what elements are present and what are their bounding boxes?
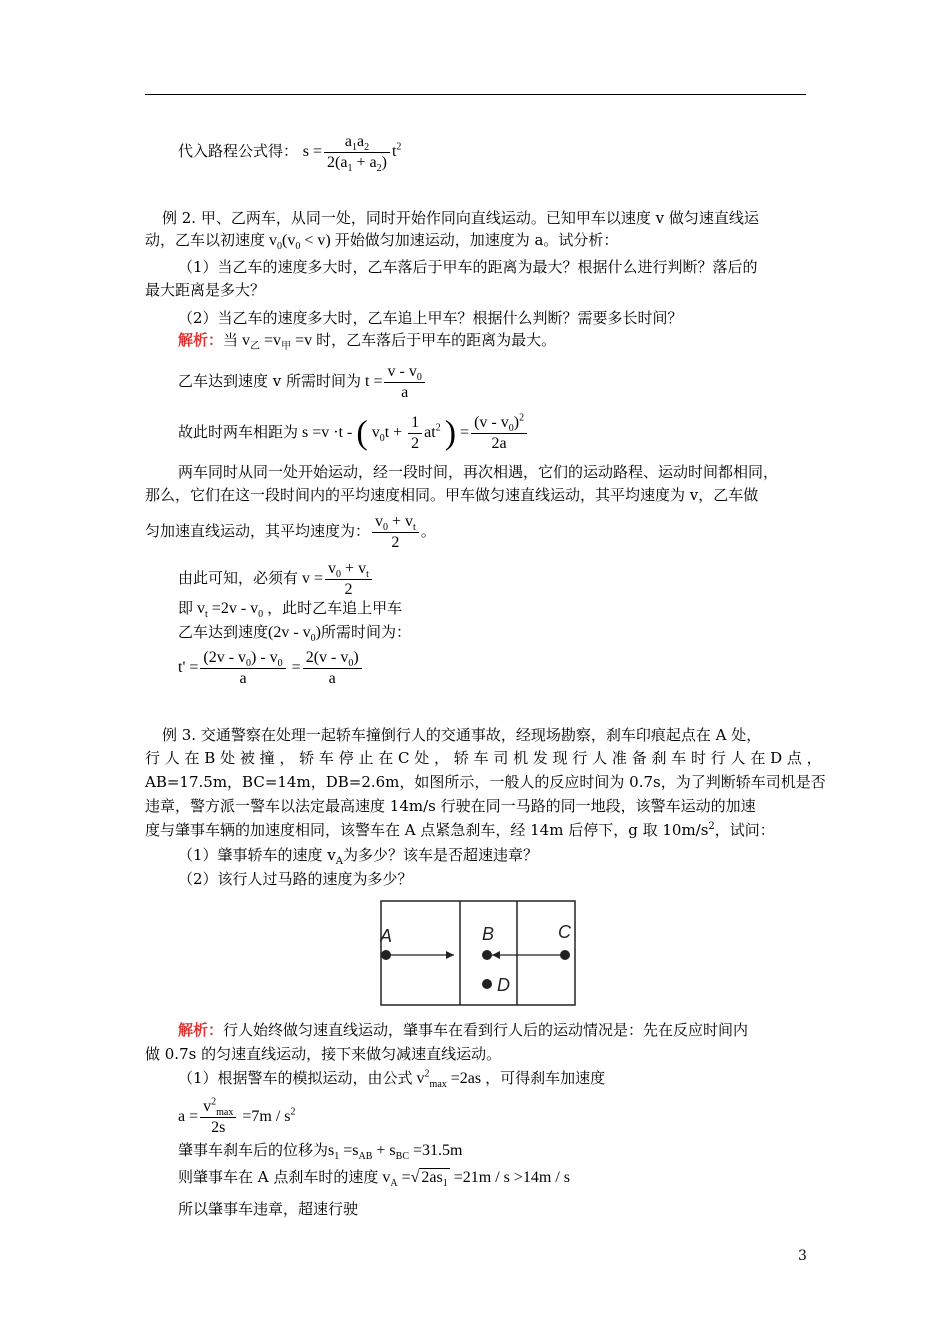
- ex2-analysis-2: 乙车达到速度 v 所需时间为 t = $\frac{v - v_0}{a}$: [178, 362, 427, 403]
- ex2-q2: （2）当乙车的速度多大时，乙车追上甲车？根据什么判断？需要多长时间？: [178, 309, 683, 327]
- formula-s: 代入路程公式得： s = $\frac{a_1a_2}{2(a_1 + a_2)}$ $t^2$: [178, 133, 402, 175]
- analysis-label: 解析：: [178, 331, 224, 349]
- ex2-analysis-3: 故此时两车相距为 s =v ·t - ( $v_0t$ + $\frac{1}{2}$ $at^2$ ) = $\frac{(v - v_0)^2}{2a}$: [178, 413, 529, 454]
- point-b: [482, 950, 492, 960]
- label-c: C: [558, 922, 571, 942]
- ex2-para-5: 即 $v_t =2v - v_0$ ，此时乙车追上甲车: [178, 599, 403, 621]
- header-rule: [145, 94, 806, 95]
- ex3-line1: 例 3. 交通警察在处理一起轿车撞倒行人的交通事故，经现场勘察，刹车印痕起点在 A 处，: [162, 726, 762, 744]
- ex2-analysis-1: 解析：当 $v_乙 =v_甲 =v$ 时，乙车落后于甲车的距离为最大。: [178, 331, 557, 353]
- road-diagram: [380, 900, 576, 1006]
- ex3-line5: 度与肇事车辆的加速度相同，该警车在 A 点紧急刹车，经 14m 后停下，g 取 $10m/s^2$，试问：: [145, 821, 775, 839]
- point-a: [381, 950, 391, 960]
- ex2-para-6: 乙车达到速度$(2v - v_0)$所需时间为：: [178, 623, 412, 645]
- ex3-q2: （2）该行人过马路的速度为多少？: [178, 870, 413, 888]
- ex3-analysis-3: （1）根据警车的模拟运动，由公式 $v^2_{max} =2as$ ，可得刹车加速度: [178, 1068, 606, 1091]
- ex3-line3: AB=17.5m，BC=14m，DB=2.6m，如图所示，一般人的反应时间为 0.7s，为了判断轿车司机是否: [145, 773, 826, 791]
- ex3-accel-formula: a = $\frac{v^2_{max}}{2s}$ $=7m / s^2$: [178, 1096, 296, 1136]
- ex3-q1: （1）肇事轿车的速度 $v_A$为多少？该车是否超速违章？: [178, 846, 539, 867]
- point-d: [482, 979, 492, 989]
- ex3-line2: 行 人 在 B 处 被 撞 ， 轿 车 停 止 在 C 处 ， 轿 车 司 机 发 现 行 人 准 备 刹 车 时 行 人 在 D 点 ，: [145, 749, 822, 767]
- ex2-para-2: 那么，它们在这一段时间内的平均速度相同。甲车做匀速直线运动，其平均速度为 v，乙车做: [145, 486, 759, 504]
- ex3-analysis-1: 解析：行人始终做匀速直线运动，肇事车在看到行人后的运动情况是：先在反应时间内: [178, 1021, 749, 1039]
- ex3-conclusion: 所以肇事车违章，超速行驶: [178, 1200, 359, 1218]
- ex3-analysis-5: 肇事车刹车后的位移为$s_1 =s_{AB} + s_{BC} =31.5m$: [178, 1141, 463, 1163]
- label-a: A: [380, 926, 393, 946]
- ex2-time-formula: t' = $\frac{(2v - v_0) - v_0}{a}$ = $\frac{2(v - v_0)}{a}$: [178, 648, 364, 689]
- ex2-line1: 例 2. 甲、乙两车，从同一处，同时开始作同向直线运动。已知甲车以速度 v 做匀速直线运: [162, 209, 759, 227]
- page-number: 3: [798, 1248, 807, 1264]
- analysis-label: 解析：: [178, 1021, 224, 1039]
- ex2-q1b: 最大距离是多大？: [145, 281, 266, 299]
- label-d: D: [497, 975, 510, 995]
- ex2-para-4: 由此可知，必须有 v = $\frac{v_0 + v_t}{2}$: [178, 559, 374, 600]
- ex2-para-1: 两车同时从同一处开始运动，经一段时间，再次相遇，它们的运动路程、运动时间都相同，: [178, 463, 779, 481]
- ex2-para-3: 匀加速直线运动，其平均速度为： $\frac{v_0 + v_t}{2}$ 。: [145, 513, 436, 551]
- point-c: [560, 950, 570, 960]
- ex3-analysis-2: 做 0.7s 的匀速直线运动，接下来做匀减速直线运动。: [145, 1045, 502, 1063]
- ex3-line4: 违章，警方派一警车以法定最高速度 14m/s 行驶在同一马路的同一地段，该警车运动的加速: [145, 797, 756, 815]
- ex2-q1a: （1）当乙车的速度多大时，乙车落后于甲车的距离为最大？根据什么进行判断？落后的: [178, 258, 758, 276]
- ex3-analysis-6: 则肇事车在 A 点刹车时的速度 $v_A$ =√ $2as_1 =21m / s >14m / s$: [178, 1168, 571, 1190]
- road-frame: [381, 901, 575, 1005]
- label-b: B: [482, 924, 495, 944]
- ex2-line2: 动，乙车以初速度 $v_0(v_0 < v)$ 开始做匀加速运动，加速度为 a。试分析：: [145, 231, 619, 253]
